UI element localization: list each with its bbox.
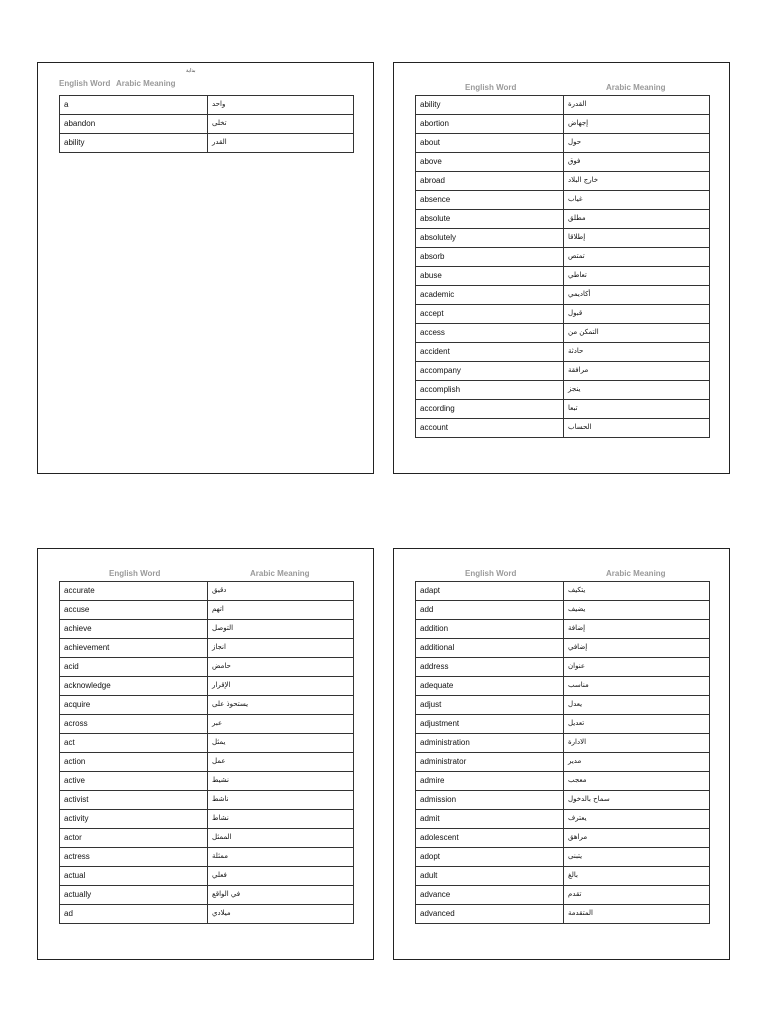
table-row: [416, 96, 710, 115]
english-word-cell: address: [416, 658, 564, 677]
table-row: [416, 248, 710, 267]
english-word-cell: adopt: [416, 848, 564, 867]
arabic-meaning-cell: [208, 772, 354, 791]
arabic-meaning-text: تخلى: [212, 119, 227, 127]
table-row: [416, 343, 710, 362]
english-word-cell: accompany: [416, 362, 564, 381]
word-table: [59, 581, 354, 924]
arabic-meaning-cell: [564, 191, 710, 210]
arabic-meaning-cell: [564, 905, 710, 924]
arabic-meaning-header: Arabic Meaning: [606, 83, 666, 92]
table-row: [416, 324, 710, 343]
page-4: [393, 548, 730, 960]
table-row: [60, 677, 354, 696]
arabic-meaning-text: ناشط: [212, 795, 229, 803]
english-word-cell: advance: [416, 886, 564, 905]
table-row: [60, 829, 354, 848]
table-row: [416, 134, 710, 153]
table-row: [416, 905, 710, 924]
page-1: [37, 62, 374, 474]
arabic-meaning-cell: [564, 810, 710, 829]
arabic-meaning-cell: [208, 715, 354, 734]
table-row: [416, 267, 710, 286]
arabic-meaning-text: مرافقة: [568, 366, 589, 374]
arabic-meaning-text: خارج البلاد: [568, 176, 599, 184]
table-row: [416, 362, 710, 381]
arabic-meaning-text: ينجز: [568, 385, 581, 393]
arabic-meaning-text: تعديل: [568, 719, 585, 727]
arabic-meaning-cell: [564, 867, 710, 886]
arabic-meaning-cell: [564, 696, 710, 715]
arabic-meaning-cell: [564, 248, 710, 267]
table-row: [416, 210, 710, 229]
arabic-meaning-text: غياب: [568, 195, 583, 203]
table-row: [416, 715, 710, 734]
english-word-cell: abortion: [416, 115, 564, 134]
table-row: [60, 810, 354, 829]
table-row: [416, 886, 710, 905]
english-word-cell: access: [416, 324, 564, 343]
table-row: [60, 658, 354, 677]
english-word-cell: activity: [60, 810, 208, 829]
arabic-meaning-text: فوق: [568, 157, 581, 165]
english-word-cell: academic: [416, 286, 564, 305]
arabic-meaning-cell: [208, 696, 354, 715]
arabic-meaning-cell: [564, 286, 710, 305]
table-row: [416, 172, 710, 191]
arabic-meaning-text: مدير: [568, 757, 582, 765]
english-word-cell: acquire: [60, 696, 208, 715]
arabic-meaning-text: الممثل: [212, 833, 232, 841]
english-word-cell: adjustment: [416, 715, 564, 734]
arabic-meaning-cell: [564, 210, 710, 229]
arabic-meaning-header: Arabic Meaning: [116, 79, 176, 88]
arabic-meaning-cell: [564, 172, 710, 191]
arabic-meaning-text: المتقدمة: [568, 909, 593, 917]
word-table: [59, 95, 354, 153]
arabic-meaning-text: دقيق: [212, 586, 227, 594]
english-word-cell: a: [60, 96, 208, 115]
arabic-meaning-cell: [564, 134, 710, 153]
table-row: [60, 96, 354, 115]
table-row: [416, 115, 710, 134]
arabic-meaning-text: ميلادي: [212, 909, 231, 917]
arabic-meaning-cell: [564, 267, 710, 286]
table-row: [416, 639, 710, 658]
arabic-meaning-text: إجهاض: [568, 119, 589, 127]
table-row: [60, 620, 354, 639]
table-row: [416, 753, 710, 772]
table-row: [416, 419, 710, 438]
english-word-cell: act: [60, 734, 208, 753]
english-word-cell: abroad: [416, 172, 564, 191]
table-row: [60, 753, 354, 772]
english-word-cell: actress: [60, 848, 208, 867]
arabic-meaning-text: التمكن من: [568, 328, 599, 336]
arabic-meaning-text: معجب: [568, 776, 587, 784]
english-word-cell: acid: [60, 658, 208, 677]
english-word-cell: additional: [416, 639, 564, 658]
arabic-meaning-cell: [564, 658, 710, 677]
english-word-cell: absolutely: [416, 229, 564, 248]
english-word-cell: actor: [60, 829, 208, 848]
table-row: [60, 715, 354, 734]
arabic-meaning-text: حادثة: [568, 347, 584, 355]
arabic-meaning-text: نشيط: [212, 776, 229, 784]
table-row: [60, 696, 354, 715]
arabic-meaning-text: مراهق: [568, 833, 588, 841]
arabic-meaning-text: إطلاقا: [568, 233, 586, 241]
arabic-meaning-text: يعترف: [568, 814, 587, 822]
arabic-meaning-cell: [564, 715, 710, 734]
table-row: [60, 134, 354, 153]
arabic-meaning-cell: [564, 343, 710, 362]
english-word-cell: action: [60, 753, 208, 772]
english-word-cell: adult: [416, 867, 564, 886]
arabic-meaning-text: القدر: [212, 138, 227, 146]
arabic-meaning-text: تعاطي: [568, 271, 587, 279]
arabic-meaning-cell: [208, 639, 354, 658]
arabic-meaning-text: إضافي: [568, 643, 588, 651]
table-row: [416, 810, 710, 829]
english-word-cell: account: [416, 419, 564, 438]
arabic-meaning-cell: [564, 753, 710, 772]
english-word-header: English Word: [59, 79, 111, 88]
table-row: [416, 153, 710, 172]
english-word-cell: active: [60, 772, 208, 791]
table-row: [60, 791, 354, 810]
english-word-cell: ad: [60, 905, 208, 924]
word-table: [415, 581, 710, 924]
table-row: [416, 772, 710, 791]
arabic-meaning-cell: [564, 400, 710, 419]
table-row: [60, 601, 354, 620]
arabic-meaning-text: إضافة: [568, 624, 586, 632]
table-row: [416, 286, 710, 305]
english-word-cell: adolescent: [416, 829, 564, 848]
page-2: [393, 62, 730, 474]
english-word-cell: admire: [416, 772, 564, 791]
arabic-meaning-text: سماح بالدخول: [568, 795, 610, 803]
arabic-meaning-cell: [564, 677, 710, 696]
table-row: [416, 696, 710, 715]
arabic-meaning-text: يضيف: [568, 605, 586, 613]
arabic-meaning-cell: [208, 582, 354, 601]
arabic-meaning-text: عنوان: [568, 662, 585, 670]
english-word-cell: admission: [416, 791, 564, 810]
arabic-meaning-text: أكاديمي: [568, 290, 591, 298]
english-word-cell: acknowledge: [60, 677, 208, 696]
english-word-cell: add: [416, 601, 564, 620]
table-row: [60, 772, 354, 791]
arabic-meaning-text: واحد: [212, 100, 226, 108]
english-word-cell: abuse: [416, 267, 564, 286]
arabic-meaning-cell: [208, 677, 354, 696]
arabic-meaning-cell: [208, 134, 354, 153]
arabic-meaning-text: عبر: [212, 719, 223, 727]
arabic-meaning-cell: [208, 96, 354, 115]
arabic-meaning-header: Arabic Meaning: [606, 569, 666, 578]
english-word-cell: ability: [60, 134, 208, 153]
arabic-meaning-cell: [564, 848, 710, 867]
table-row: [416, 305, 710, 324]
arabic-meaning-text: تقدم: [568, 890, 582, 898]
table-row: [416, 658, 710, 677]
table-row: [416, 848, 710, 867]
table-row: [416, 620, 710, 639]
arabic-meaning-cell: [564, 381, 710, 400]
arabic-meaning-cell: [208, 829, 354, 848]
english-word-cell: absolute: [416, 210, 564, 229]
arabic-meaning-cell: [564, 886, 710, 905]
table-row: [416, 791, 710, 810]
english-word-cell: according: [416, 400, 564, 419]
arabic-meaning-text: يتكيف: [568, 586, 586, 594]
arabic-meaning-text: بالغ: [568, 871, 578, 879]
arabic-meaning-cell: [564, 639, 710, 658]
arabic-meaning-cell: [564, 772, 710, 791]
table-row: [60, 848, 354, 867]
english-word-cell: actually: [60, 886, 208, 905]
english-word-cell: ability: [416, 96, 564, 115]
arabic-meaning-text: في الواقع: [212, 890, 241, 898]
arabic-meaning-cell: [208, 753, 354, 772]
english-word-cell: advanced: [416, 905, 564, 924]
arabic-meaning-text: حول: [568, 138, 582, 146]
arabic-meaning-cell: [208, 620, 354, 639]
arabic-meaning-cell: [208, 905, 354, 924]
table-row: [416, 381, 710, 400]
arabic-meaning-cell: [208, 867, 354, 886]
arabic-meaning-cell: [208, 886, 354, 905]
arabic-meaning-text: اتهم: [212, 605, 224, 613]
table-row: [60, 867, 354, 886]
english-word-cell: achieve: [60, 620, 208, 639]
word-table: [415, 95, 710, 438]
arabic-meaning-text: فعلي: [212, 871, 227, 879]
english-word-cell: adapt: [416, 582, 564, 601]
arabic-meaning-cell: [564, 419, 710, 438]
table-row: [416, 829, 710, 848]
english-word-header: English Word: [109, 569, 161, 578]
english-word-cell: absorb: [416, 248, 564, 267]
english-word-cell: about: [416, 134, 564, 153]
table-row: [60, 639, 354, 658]
page-3: [37, 548, 374, 960]
arabic-meaning-cell: [564, 229, 710, 248]
arabic-meaning-text: يمثل: [212, 738, 226, 746]
arabic-meaning-text: عمل: [212, 757, 226, 765]
arabic-meaning-text: حامض: [212, 662, 231, 670]
table-row: [60, 115, 354, 134]
arabic-meaning-cell: [564, 324, 710, 343]
arabic-meaning-cell: [208, 848, 354, 867]
english-word-cell: activist: [60, 791, 208, 810]
arabic-meaning-cell: [564, 582, 710, 601]
page-1-small-text: ﺑﺪاﻳﺔ: [186, 68, 196, 74]
english-word-cell: admit: [416, 810, 564, 829]
english-word-cell: accuse: [60, 601, 208, 620]
arabic-meaning-text: قبول: [568, 309, 583, 317]
arabic-meaning-cell: [208, 791, 354, 810]
english-word-header: English Word: [465, 83, 517, 92]
english-word-cell: actual: [60, 867, 208, 886]
arabic-meaning-text: تمتص: [568, 252, 585, 260]
table-row: [416, 734, 710, 753]
arabic-meaning-text: مطلق: [568, 214, 586, 222]
english-word-cell: administrator: [416, 753, 564, 772]
table-row: [416, 582, 710, 601]
english-word-cell: achievement: [60, 639, 208, 658]
english-word-cell: addition: [416, 620, 564, 639]
arabic-meaning-cell: [208, 658, 354, 677]
table-row: [60, 886, 354, 905]
arabic-meaning-text: ممثلة: [212, 852, 228, 860]
arabic-meaning-cell: [564, 601, 710, 620]
arabic-meaning-cell: [208, 601, 354, 620]
arabic-meaning-cell: [564, 362, 710, 381]
arabic-meaning-cell: [208, 734, 354, 753]
table-row: [416, 400, 710, 419]
arabic-meaning-cell: [564, 620, 710, 639]
arabic-meaning-text: مناسب: [568, 681, 589, 689]
english-word-cell: adjust: [416, 696, 564, 715]
arabic-meaning-text: التوصل: [212, 624, 234, 632]
arabic-meaning-text: انجاز: [212, 643, 226, 651]
arabic-meaning-text: يعدل: [568, 700, 583, 708]
arabic-meaning-text: يتبنى: [568, 852, 583, 860]
table-row: [416, 601, 710, 620]
table-row: [60, 734, 354, 753]
arabic-meaning-cell: [564, 153, 710, 172]
arabic-meaning-cell: [564, 96, 710, 115]
arabic-meaning-text: الحساب: [568, 423, 592, 431]
english-word-header: English Word: [465, 569, 517, 578]
table-row: [416, 229, 710, 248]
arabic-meaning-header: Arabic Meaning: [250, 569, 310, 578]
table-row: [416, 867, 710, 886]
english-word-cell: abandon: [60, 115, 208, 134]
english-word-cell: administration: [416, 734, 564, 753]
arabic-meaning-cell: [208, 115, 354, 134]
arabic-meaning-text: الادارة: [568, 738, 587, 746]
english-word-cell: absence: [416, 191, 564, 210]
arabic-meaning-cell: [564, 305, 710, 324]
arabic-meaning-text: نشاط: [212, 814, 229, 822]
english-word-cell: across: [60, 715, 208, 734]
english-word-cell: accomplish: [416, 381, 564, 400]
arabic-meaning-cell: [208, 810, 354, 829]
arabic-meaning-cell: [564, 115, 710, 134]
table-row: [60, 905, 354, 924]
english-word-cell: adequate: [416, 677, 564, 696]
arabic-meaning-cell: [564, 791, 710, 810]
arabic-meaning-text: الإقرار: [212, 681, 231, 689]
english-word-cell: accurate: [60, 582, 208, 601]
table-row: [416, 191, 710, 210]
arabic-meaning-text: يستحوذ على: [212, 700, 249, 708]
table-row: [416, 677, 710, 696]
arabic-meaning-text: تبعا: [568, 404, 578, 412]
table-row: [60, 582, 354, 601]
english-word-cell: accept: [416, 305, 564, 324]
english-word-cell: accident: [416, 343, 564, 362]
arabic-meaning-cell: [564, 734, 710, 753]
arabic-meaning-text: القدرة: [568, 100, 587, 108]
arabic-meaning-cell: [564, 829, 710, 848]
english-word-cell: above: [416, 153, 564, 172]
